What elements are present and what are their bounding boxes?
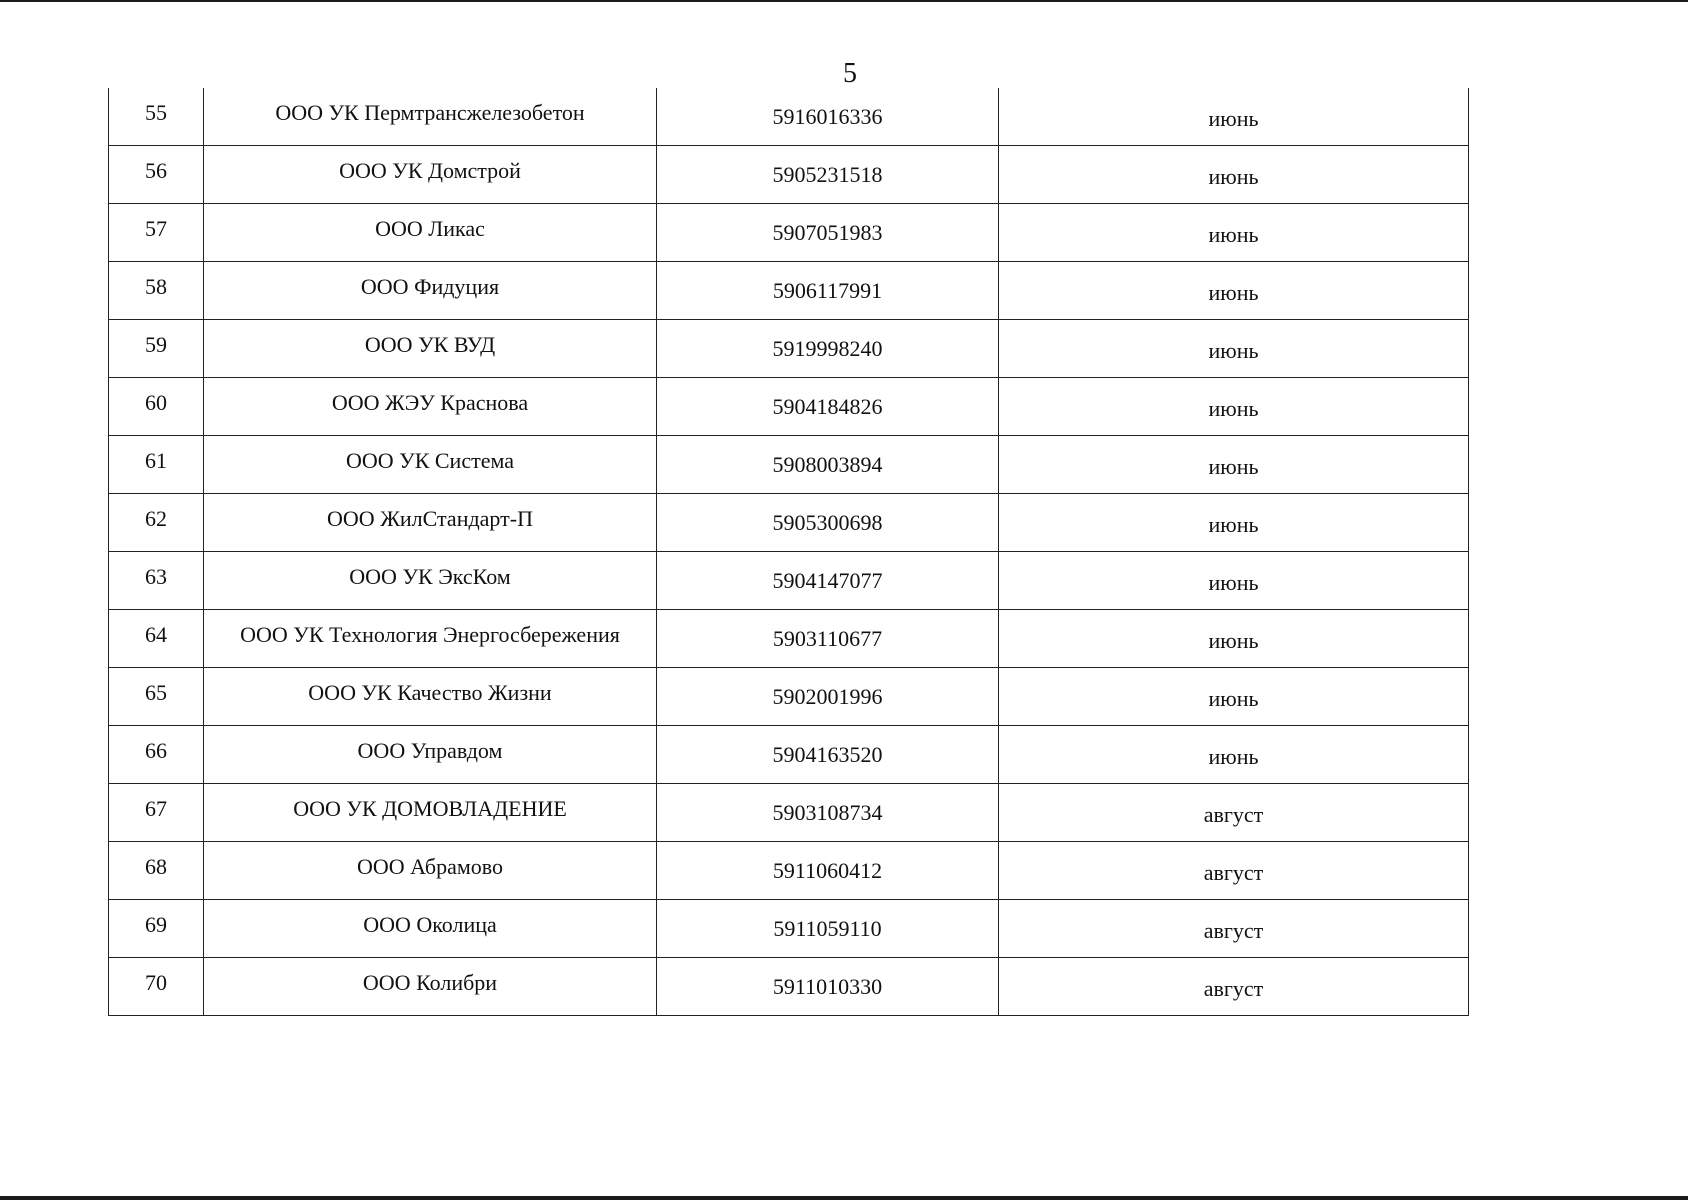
organization-name: ООО ЖЭУ Краснова bbox=[331, 389, 529, 415]
table-row bbox=[109, 958, 1469, 1016]
row-number-cell bbox=[109, 726, 204, 784]
table-row bbox=[109, 494, 1469, 552]
row-number-cell bbox=[109, 494, 204, 552]
month: июнь bbox=[1208, 685, 1259, 711]
row-number-cell bbox=[109, 378, 204, 436]
organization-name-cell bbox=[204, 784, 657, 842]
organization-name: ООО УК ВУД bbox=[364, 331, 496, 357]
row-number: 58 bbox=[145, 273, 167, 299]
month-cell bbox=[999, 668, 1469, 726]
table-row bbox=[109, 378, 1469, 436]
organization-name-cell bbox=[204, 610, 657, 668]
inn: 5916016336 bbox=[772, 103, 883, 129]
month: июнь bbox=[1208, 569, 1259, 595]
month-cell bbox=[999, 436, 1469, 494]
month: август bbox=[1203, 859, 1264, 885]
organization-name-cell bbox=[204, 494, 657, 552]
inn: 5907051983 bbox=[772, 219, 883, 245]
inn-cell bbox=[657, 204, 999, 262]
organization-name-cell bbox=[204, 436, 657, 494]
inn: 5908003894 bbox=[772, 451, 883, 477]
inn-cell bbox=[657, 900, 999, 958]
organization-name: ООО УК Домстрой bbox=[339, 157, 521, 183]
month-cell bbox=[999, 610, 1469, 668]
inn-cell bbox=[657, 88, 999, 146]
row-number-cell bbox=[109, 552, 204, 610]
row-number-cell bbox=[109, 204, 204, 262]
table-row bbox=[109, 146, 1469, 204]
month: июнь bbox=[1208, 743, 1259, 769]
row-number: 59 bbox=[145, 331, 167, 357]
row-number: 68 bbox=[145, 853, 167, 879]
table-row bbox=[109, 262, 1469, 320]
row-number-cell bbox=[109, 900, 204, 958]
row-number: 60 bbox=[145, 389, 167, 415]
inn-cell bbox=[657, 494, 999, 552]
organization-name-cell bbox=[204, 88, 657, 146]
inn-cell bbox=[657, 784, 999, 842]
organization-name: ООО УК ЭксКом bbox=[349, 563, 511, 589]
scan-edge-bottom bbox=[0, 1196, 1688, 1200]
row-number: 64 bbox=[145, 621, 167, 647]
table-row bbox=[109, 668, 1469, 726]
organization-name: ООО Ликас bbox=[375, 215, 485, 241]
inn: 5911059110 bbox=[773, 915, 882, 941]
month: июнь bbox=[1208, 395, 1259, 421]
table-row bbox=[109, 610, 1469, 668]
inn-cell bbox=[657, 436, 999, 494]
row-number: 67 bbox=[145, 795, 167, 821]
inn-cell bbox=[657, 262, 999, 320]
row-number: 65 bbox=[145, 679, 167, 705]
scan-edge-top bbox=[0, 0, 1688, 2]
month: июнь bbox=[1208, 511, 1259, 537]
table-row bbox=[109, 900, 1469, 958]
organization-name-cell bbox=[204, 842, 657, 900]
inn: 5911060412 bbox=[772, 857, 883, 883]
inn-cell bbox=[657, 610, 999, 668]
table-row bbox=[109, 320, 1469, 378]
table-row bbox=[109, 842, 1469, 900]
row-number-cell bbox=[109, 784, 204, 842]
month: июнь bbox=[1208, 337, 1259, 363]
row-number-cell bbox=[109, 668, 204, 726]
inn: 5905300698 bbox=[772, 509, 883, 535]
inn-cell bbox=[657, 378, 999, 436]
table-row bbox=[109, 726, 1469, 784]
row-number-cell bbox=[109, 88, 204, 146]
row-number: 55 bbox=[145, 99, 167, 125]
month-cell bbox=[999, 262, 1469, 320]
organization-name-cell bbox=[204, 726, 657, 784]
table-body bbox=[109, 88, 1469, 1016]
month-cell bbox=[999, 552, 1469, 610]
organization-name: ООО Фидуция bbox=[360, 273, 500, 299]
row-number: 66 bbox=[145, 737, 167, 763]
organization-name: ООО УК Система bbox=[345, 447, 515, 473]
organizations-table bbox=[108, 88, 1469, 1016]
month-cell bbox=[999, 726, 1469, 784]
page-number: 5 bbox=[843, 58, 857, 89]
organization-name: ООО Управдом bbox=[357, 737, 503, 763]
organization-name: ООО Колибри bbox=[362, 969, 498, 995]
inn: 5911010330 bbox=[772, 973, 883, 999]
month-cell bbox=[999, 958, 1469, 1016]
inn-cell bbox=[657, 146, 999, 204]
row-number-cell bbox=[109, 436, 204, 494]
month-cell bbox=[999, 842, 1469, 900]
inn: 5904147077 bbox=[772, 567, 883, 593]
organization-name: ООО УК Качество Жизни bbox=[308, 679, 552, 705]
row-number-cell bbox=[109, 958, 204, 1016]
month: август bbox=[1203, 801, 1264, 827]
organization-name: ООО УК Пермтрансжелезобетон bbox=[275, 99, 585, 125]
organization-name-cell bbox=[204, 958, 657, 1016]
row-number-cell bbox=[109, 146, 204, 204]
table-row bbox=[109, 204, 1469, 262]
inn-cell bbox=[657, 668, 999, 726]
organization-name: ООО Околица bbox=[363, 911, 497, 937]
inn: 5903110677 bbox=[772, 625, 883, 651]
month-cell bbox=[999, 204, 1469, 262]
month-cell bbox=[999, 494, 1469, 552]
inn: 5919998240 bbox=[772, 335, 883, 361]
inn: 5904184826 bbox=[772, 393, 883, 419]
month-cell bbox=[999, 88, 1469, 146]
organization-name: ООО УК Технология Энергосбережения bbox=[240, 621, 620, 647]
inn: 5905231518 bbox=[772, 161, 883, 187]
row-number-cell bbox=[109, 610, 204, 668]
inn: 5903108734 bbox=[772, 799, 883, 825]
organization-name: ООО Абрамово bbox=[356, 853, 504, 879]
row-number-cell bbox=[109, 262, 204, 320]
row-number: 57 bbox=[145, 215, 167, 241]
organization-name-cell bbox=[204, 262, 657, 320]
table-row bbox=[109, 552, 1469, 610]
inn-cell bbox=[657, 320, 999, 378]
organization-name-cell bbox=[204, 320, 657, 378]
row-number: 63 bbox=[145, 563, 167, 589]
table-row bbox=[109, 436, 1469, 494]
month: июнь bbox=[1208, 163, 1259, 189]
organization-name-cell bbox=[204, 668, 657, 726]
table-row bbox=[109, 88, 1469, 146]
inn-cell bbox=[657, 958, 999, 1016]
month-cell bbox=[999, 320, 1469, 378]
month: июнь bbox=[1208, 627, 1259, 653]
row-number: 62 bbox=[145, 505, 167, 531]
organization-name-cell bbox=[204, 900, 657, 958]
row-number-cell bbox=[109, 842, 204, 900]
organization-name: ООО УК ДОМОВЛАДЕНИЕ bbox=[293, 795, 567, 821]
inn: 5904163520 bbox=[772, 741, 883, 767]
month-cell bbox=[999, 146, 1469, 204]
organization-name: ООО ЖилСтандарт-П bbox=[327, 505, 533, 531]
table-row bbox=[109, 784, 1469, 842]
inn-cell bbox=[657, 552, 999, 610]
row-number: 70 bbox=[145, 969, 167, 995]
month-cell bbox=[999, 784, 1469, 842]
month: июнь bbox=[1208, 453, 1259, 479]
organization-name-cell bbox=[204, 378, 657, 436]
organization-name-cell bbox=[204, 146, 657, 204]
month: август bbox=[1203, 917, 1264, 943]
organization-name-cell bbox=[204, 552, 657, 610]
row-number: 69 bbox=[145, 911, 167, 937]
inn-cell bbox=[657, 726, 999, 784]
inn: 5902001996 bbox=[772, 683, 883, 709]
row-number-cell bbox=[109, 320, 204, 378]
month: июнь bbox=[1208, 221, 1259, 247]
month: июнь bbox=[1208, 105, 1259, 131]
month: август bbox=[1203, 975, 1264, 1001]
month-cell bbox=[999, 378, 1469, 436]
row-number: 56 bbox=[145, 157, 167, 183]
inn: 5906117991 bbox=[772, 277, 883, 303]
month: июнь bbox=[1208, 279, 1259, 305]
inn-cell bbox=[657, 842, 999, 900]
month-cell bbox=[999, 900, 1469, 958]
row-number: 61 bbox=[145, 447, 167, 473]
organization-name-cell bbox=[204, 204, 657, 262]
